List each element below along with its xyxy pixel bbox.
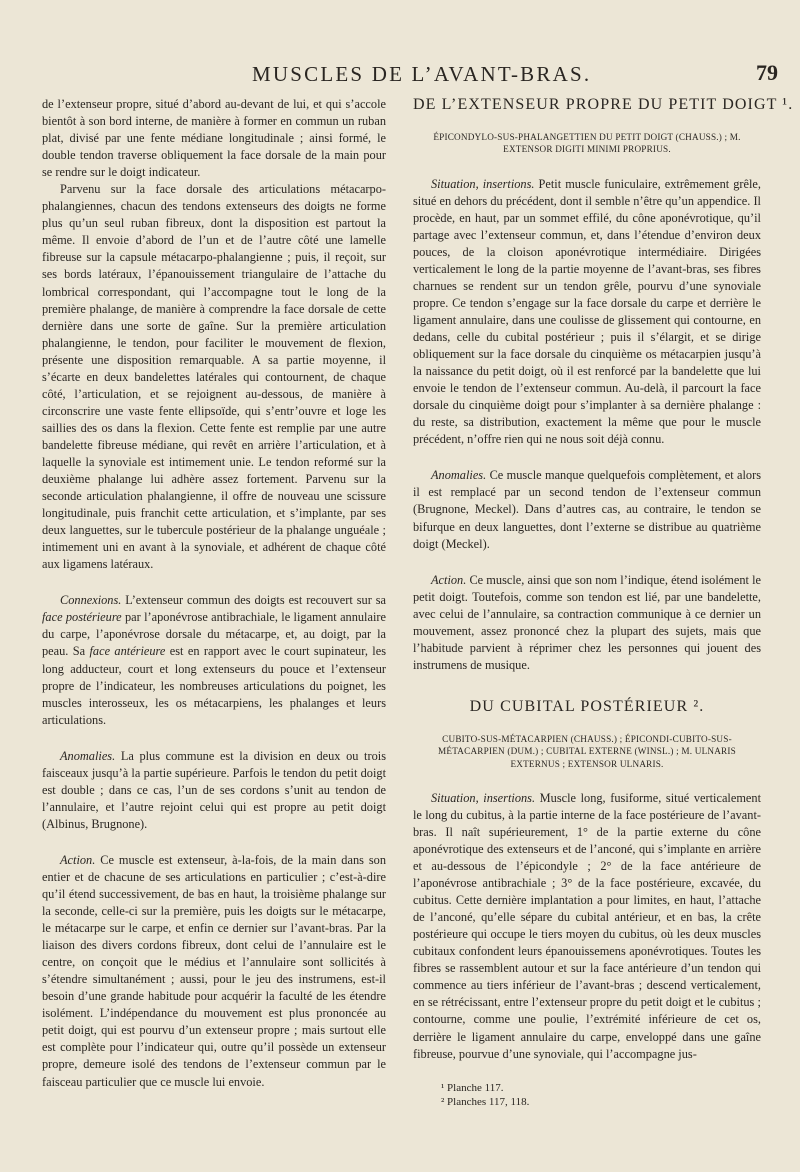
paragraph-anomalies: Anomalies. La plus commune est la division en deux ou trois faisceaux jusqu’à la partie supérieure. Parfois le tendon du petit doigt est double ; dans ce cas, l’un de ses cordons s’unit au tendon de l’annulaire, et l’autre rejoint celui qui est propre au petit doigt (Albinus, Brugnone). (42, 748, 386, 831)
footnote-1: ¹ Planche 117. (441, 1081, 504, 1094)
section-title-cubital-posterieur: DU CUBITAL POSTÉRIEUR ². (469, 697, 705, 715)
synonymy-extenseur-petit-doigt: ÉPICONDYLO-SUS-PHALANGETTIEN DU PETIT DOIGT (CHAUSS.) ; M. EXTENSOR DIGITI MINIMI PROPRIUS. (433, 132, 741, 155)
running-title: MUSCLES DE L’AVANT-BRAS. (252, 62, 592, 86)
anomalies-label: Anomalies. (60, 748, 116, 763)
page-number: 79 (756, 60, 778, 85)
right-column (413, 96, 794, 1109)
footnote-2: ² Planches 117, 118. (441, 1095, 530, 1108)
paragraph-situation-1: Situation, insertions. Petit muscle funiculaire, extrêmement grêle, situé en dehors du précédent, dont il semble n’être qu’un appendice. Il procède, en haut, par un sommet effilé, du cône aponévrotique, qu’il partage avec l’extenseur commun, et, dans l’étendue d’environ deux pouces, de la cloison aponévrotique intermédiaire. Dirigées verticalement le long de la partie moyenne de l’avant-bras, ses fibres charnues se rendent sur un tendon grêle, pourvu d’une synoviale propre. Ce tendon s’engage sur la face dorsale du carpe et derrière le ligament annulaire, dans une coulisse de glissement qui contourne, en dedans, celle du cubital postérieur ; puis il s’élargit, et se dirige obliquement sur la face dorsale du cinquième os métacarpien jusqu’à la naissance du petit doigt, où il est renforcé par la bandelette que lui envoie le tendon de l’extenseur commun. Au-delà, il parcourt la face dorsale du cinquième doigt pour s’implanter à sa dernière phalange : du reste, sa distribution, exactement la même que pour le muscle précédent, n’offre rien qui ne nous soit déjà connu. (413, 176, 761, 447)
running-head (20, 62, 790, 90)
paragraph-situation-2: Situation, insertions. Muscle long, fusiforme, situé verticalement le long du cubitus, à la partie interne de la face postérieure de l’avant-bras. Il naît supérieurement, 1° de la partie externe du cône aponévrotique des extenseurs et de l’anconé, qui s’implante en arrière et au-dessous de l’épicondyle ; 2° de la face antérieure de l’aponévrose antibrachiale ; 3° de la face postérieure, excavée, du cubitus. Cette dernière implantation a pour limites, en haut, l’attache de l’anconé, qu’elle sépare du cubital antérieur, et en bas, la crête postérieure qui occupe le tiers moyen du cubitus, où les deux muscles cubitaux confondent leurs épanouissemens aponévrotiques. Toutes les fibres se rassemblent autour et sur la face antérieure d’un tendon qui commence au tiers inférieur de l’avant-bras ; descend verticalement, en se rétrécissant, entre l’extenseur propre du petit doigt et le cubitus ; contourne, comme une poulie, l’extrémité inférieure de cet os, derrière le ligament annulaire du carpe, enveloppé dans une gaîne fibreuse, pourvue d’une synoviale, qui l’accompagne jus- (413, 790, 762, 1061)
paragraph-action-1: Action. Ce muscle, ainsi que son nom l’indique, étend isolément le petit doigt. Toutefois, comme son tendon est lié, par une bandelette, avec celui de l’annulaire, sa contraction communique à ce dernier un mouvement, assez prononcé chez la plupart des sujets, mais que l’habitude parvient à réprimer chez les personnes qui jouent des instrumens de musique. (413, 572, 761, 672)
synonymy-cubital-posterieur: CUBITO-SUS-MÉTACARPIEN (CHAUSS.) ; ÉPICONDI-CUBITO-SUS-MÉTACARPIEN (DUM.) ; CUBITAL EXTERNE (WINSL.) ; M. ULNARIS EXTERNUS ; EXTENSOR ULNARIS. (438, 733, 736, 769)
connexions-label: Connexions. (60, 593, 122, 608)
paragraph-tendon-distribution: Parvenu sur la face dorsale des articulations métacarpo-phalangiennes, chacun des tendons extenseurs des doigts ne forme plus qu’un seul ruban fibreux, dont la disposition est partout la même. Il envoie d’abord de l’un et de l’autre côté une lamelle fibreuse sur la capsule métacarpo-phalangienne ; puis, il reçoit, sur ses bords latéraux, l’épanouissement triangulaire de l’attache du lombrical correspondant, qui l’accompagne tout le long de la première phalange, de manière à comprendre la face dorsale de cette dernière dans une sorte de gaîne. Sur la première articulation phalangienne, le tendon, pour faciliter le mouvement de flexion, présente une disposition remarquable. A sa partie moyenne, il s’écarte en deux bandelettes latérales qui contournent, de chaque côté, l’articulation, et se rejoignent au-dessous, de manière à circonscrire une vaste fente ellipsoïde, qui s’entr’ouvre et loge les saillies des os dans la flexion. Cette fente est remplie par une autre bandelette fibreuse médiane, qui revêt en arrière l’articulation, et à laquelle la synoviale est intimement unie. Le tendon reformé sur la deuxième phalange lui adhère assez fortement. Parvenu sur la seconde articulation phalangienne, il offre de nouveau une scissure longitudinale, puis franchit cette articulation, et s’implante, par ses deux languettes, sur le tubercule postérieur de la phalange unguéale ; intimement uni en avant à la synoviale, et adhérent de chaque côté aux ligamens latéraux. (42, 182, 386, 572)
paragraph-anomalies-1: Anomalies. Ce muscle manque quelquefois complètement, et alors il est remplacé par un second tendon de l’extenseur commun (Brugnone, Meckel). Dans d’autres cas, au contraire, le tendon se bifurque en deux languettes, dont l’externe se distribue au quatrième doigt (Meckel). (413, 468, 761, 551)
left-column (42, 96, 386, 1091)
paragraph-continuation: de l’extenseur propre, situé d’abord au-devant de lui, et qui s’accole bientôt à son bord interne, de manière à former en commun un ruban plat, divisé par une fente médiane longitudinale ; ainsi formé, le double tendon traverse obliquement la face dorsale de la main pour se rendre sur le doigt indicateur. (42, 97, 386, 180)
action-label: Action. (60, 852, 96, 867)
paragraph-connexions: Connexions. L’extenseur commun des doigts est recouvert sur sa face postérieure par l’aponévrose antibrachiale, le ligament annulaire du carpe, l’aponévrose dorsale du métacarpe, et, au doigt, par la peau. Sa face antérieure est en rapport avec le court supinateur, les long adducteur, court et long extenseurs du pouce et l’extenseur propre de l’indicateur, les nombreuses articulations du poignet, les muscles interosseux, les os métacarpiens, les phalanges et leurs articulations. (42, 593, 387, 727)
footnotes (413, 1081, 761, 1109)
section-title-extenseur-petit-doigt: DE L’EXTENSEUR PROPRE DU PETIT DOIGT ¹. (413, 96, 794, 113)
paragraph-action: Action. Ce muscle est extenseur, à-la-fois, de la main dans son entier et de chacune de ses articulations en particulier ; c’est-à-dire qu’il étend successivement, de bas en haut, la troisième phalange sur la seconde, celle-ci sur la première, puis les doigts sur le métacarpe, le métacarpe sur le carpe, et enfin ce dernier sur l’avant-bras. Par la liaison des divers cordons fibreux, dont celui de l’annulaire est le centre, on conçoit que le médius et l’annulaire sont sollicités à s’étendre simultanément ; aussi, pour le jeu des instrumens, est-il besoin d’une grande habitude pour acquérir la faculté de les étendre isolément. L’indépendance du mouvement est plus prononcée au petit doigt, qui est pourvu d’un extenseur propre ; mais surtout elle est complète pour l’indicateur qui, outre qu’il possède un extenseur propre, demeure isolé des tendons de l’extenseur commun par le faisceau particulier que ce muscle lui envoie. (42, 852, 386, 1089)
